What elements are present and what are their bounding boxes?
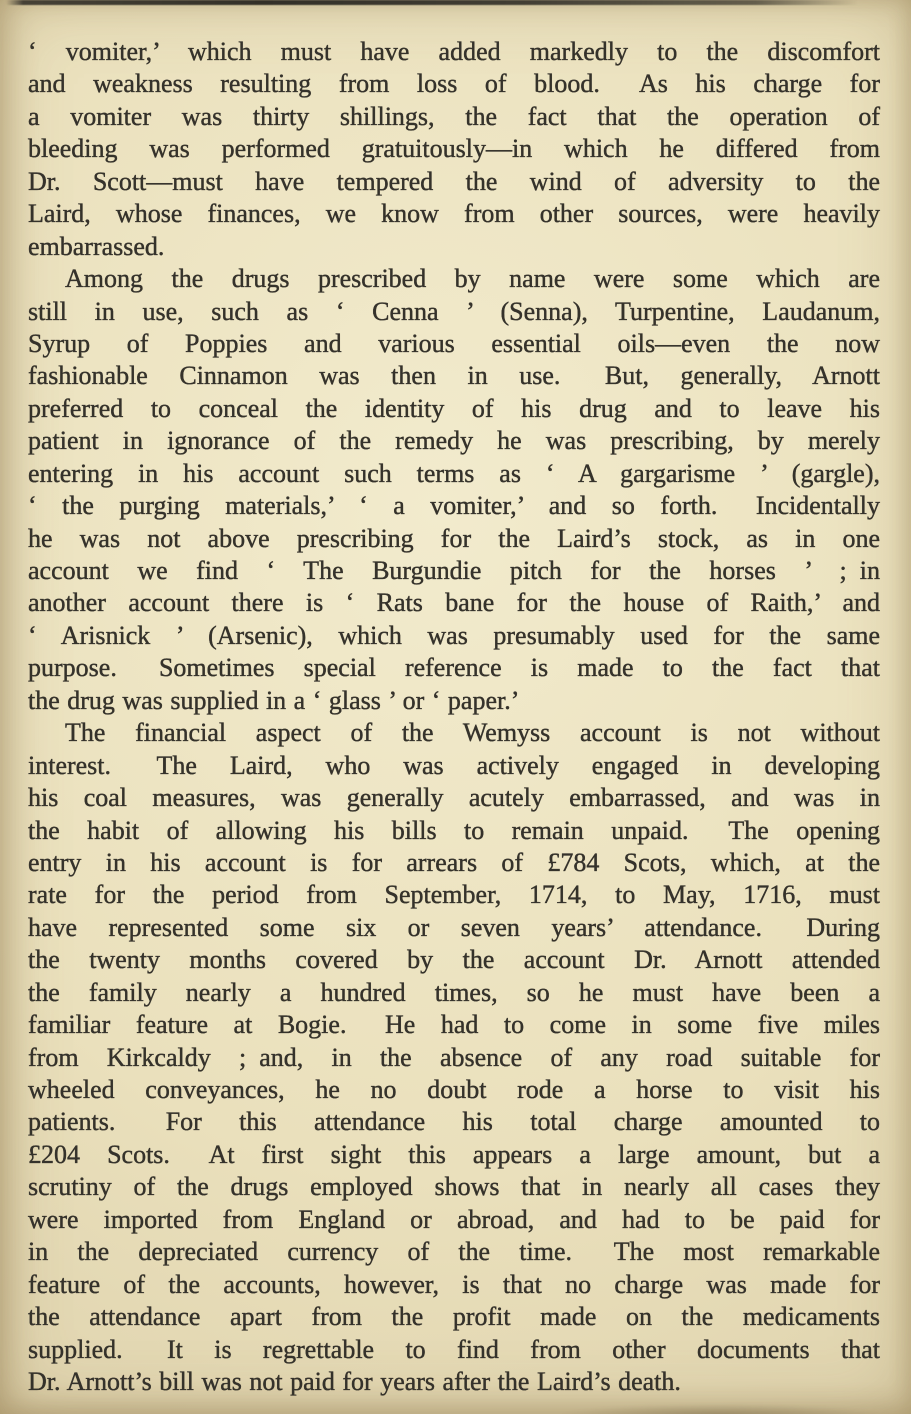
text-line: from Kirkcaldy ; and, in the absence of any road suitable for: [28, 1042, 880, 1072]
text-line: feature of the accounts, however, is that no charge was made for: [28, 1269, 880, 1299]
text-line: entry in his account is for arrears of £784 Scots, which, at the: [28, 847, 880, 877]
text-line: the family nearly a hundred times, so he must have been a: [28, 977, 880, 1007]
text-line: Laird, whose finances, we know from other sources, were heavily: [28, 199, 880, 229]
text-line: the habit of allowing his bills to remain unpaid. The opening: [28, 815, 880, 845]
text-line: embarrassed.: [28, 231, 165, 261]
scan-artifact-top: [6, 0, 858, 5]
text-line: he was not above prescribing for the Laird’s stock, as in one: [28, 523, 880, 553]
text-line: a vomiter was thirty shillings, the fact that the operation of: [28, 101, 880, 131]
text-line: another account there is ‘ Rats bane for the house of Raith,’ and: [28, 588, 880, 618]
text-line: have represented some six or seven years’ attendance. During: [28, 912, 880, 942]
scan-artifact-bottom: [561, 1404, 881, 1414]
text-line: the attendance apart from the profit made on the medicaments: [28, 1302, 880, 1332]
text-line: ‘ Arisnick ’ (Arsenic), which was presumably used for the same: [28, 620, 880, 650]
text-line: Dr. Arnott’s bill was not paid for years after the Laird’s death.: [28, 1366, 681, 1396]
text-line: purpose. Sometimes special reference is made to the fact that: [28, 653, 880, 683]
paragraph: [28, 36, 880, 263]
paragraph: [28, 263, 880, 717]
text-line: wheeled conveyances, he no doubt rode a horse to visit his: [28, 1075, 880, 1104]
page-text-block: [28, 36, 880, 1398]
text-line: ‘ vomiter,’ which must have added markedly to the discomfort: [28, 37, 880, 66]
text-line: in the depreciated currency of the time. The most remarkable: [28, 1237, 880, 1267]
text-line: and weakness resulting from loss of blood. As his charge for: [28, 69, 880, 99]
text-line: his coal measures, was generally acutely embarrassed, and was in: [28, 783, 880, 813]
text-line: the twenty months covered by the account Dr. Arnott attended: [28, 945, 880, 975]
text-line: scrutiny of the drugs employed shows that in nearly all cases they: [28, 1172, 880, 1202]
text-line: Among the drugs prescribed by name were some which are: [65, 264, 880, 294]
text-line: patient in ignorance of the remedy he was prescribing, by merely: [28, 426, 880, 456]
text-line: interest. The Laird, who was actively engaged in developing: [28, 750, 880, 780]
text-line: the drug was supplied in a ‘ glass ’ or ‘ paper.’: [28, 685, 520, 715]
text-line: bleeding was performed gratuitously—in which he differed from: [28, 134, 880, 164]
text-line: fashionable Cinnamon was then in use. But, generally, Arnott: [28, 361, 880, 391]
text-line: entering in his account such terms as ‘ A gargarisme ’ (gargle),: [28, 458, 880, 488]
text-line: Syrup of Poppies and various essential oils—even the now: [28, 328, 880, 358]
text-line: preferred to conceal the identity of his drug and to leave his: [28, 393, 880, 423]
text-line: The financial aspect of the Wemyss account is not without: [65, 718, 880, 748]
text-line: Dr. Scott—must have tempered the wind of adversity to the: [28, 166, 880, 196]
text-line: familiar feature at Bogie. He had to come in some five miles: [28, 1010, 880, 1040]
text-line: account we find ‘ The Burgundie pitch for the horses ’ ; in: [28, 556, 880, 585]
text-line: £204 Scots. At first sight this appears a large amount, but a: [28, 1139, 880, 1169]
text-line: supplied. It is regrettable to find from other documents that: [28, 1334, 880, 1364]
text-line: were imported from England or abroad, and had to be paid for: [28, 1204, 880, 1234]
text-line: patients. For this attendance his total charge amounted to: [28, 1107, 880, 1137]
paragraph: [28, 717, 880, 1398]
text-line: still in use, such as ‘ Cenna ’ (Senna), Turpentine, Laudanum,: [28, 296, 880, 326]
text-line: rate for the period from September, 1714, to May, 1716, must: [28, 880, 880, 910]
text-line: ‘ the purging materials,’ ‘ a vomiter,’ and so forth. Incidentally: [28, 491, 880, 521]
